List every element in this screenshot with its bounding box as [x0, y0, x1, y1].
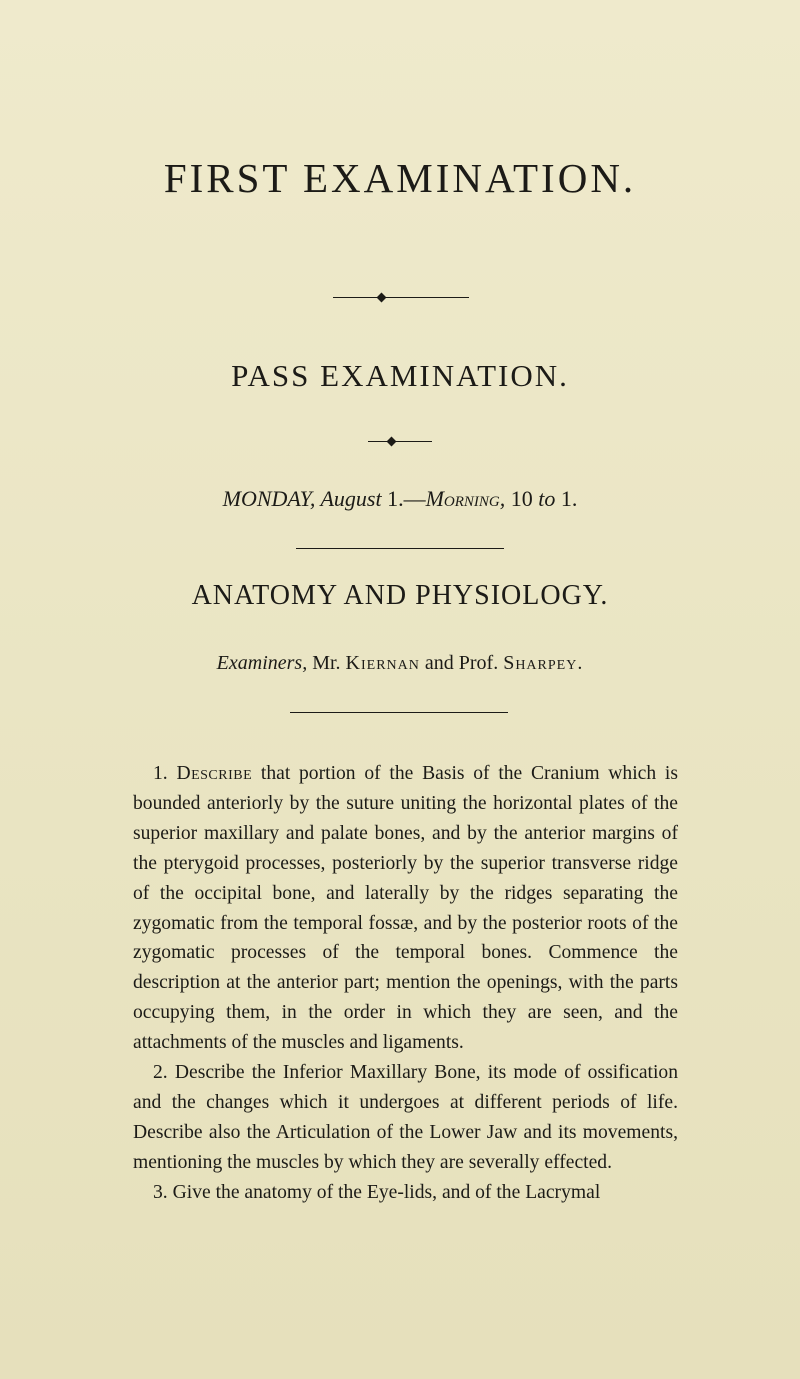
question-item: [133, 1058, 678, 1178]
question-item: [133, 759, 678, 1058]
question-lead: Describe: [176, 763, 253, 784]
horizontal-rule: [296, 548, 504, 549]
session-time-start: 10: [510, 486, 533, 511]
question-number: 1.: [153, 763, 168, 784]
ornament-divider-small: [368, 437, 432, 447]
question-number: 2.: [153, 1062, 168, 1084]
session-time-to: to: [538, 486, 556, 511]
horizontal-rule: [290, 712, 508, 713]
session-date-number: 1.—: [387, 486, 426, 511]
question-text: Describe the Inferior Maxillary Bone, its mode of ossification and the changes which it undergoes at different periods of life. Describe also the Articulation of the Lower Jaw and its movements, mentioning the muscles by which they are severally effected.: [133, 1062, 678, 1173]
examiner-prefix: Mr.: [312, 652, 341, 674]
session-period: Morning,: [425, 486, 506, 511]
examiner-joiner: and Prof.: [424, 652, 499, 674]
session-date: [0, 486, 800, 512]
subject-title: ANATOMY AND PHYSIOLOGY.: [191, 580, 609, 611]
diamond-icon: [377, 293, 387, 303]
examiners-label: Examiners,: [216, 652, 308, 674]
diamond-icon: [387, 437, 397, 447]
ornament-divider: [333, 293, 469, 303]
examiners-line: [0, 652, 800, 675]
main-title: FIRST EXAMINATION.: [163, 155, 637, 201]
ornament-line: [333, 297, 469, 298]
examiner-name-2: Sharpey.: [503, 652, 584, 674]
session-day: MONDAY,: [222, 486, 316, 511]
ornament-line: [368, 441, 432, 442]
question-text: Give the anatomy of the Eye-lids, and of the Lacrymal: [172, 1181, 601, 1203]
session-month: August: [320, 486, 382, 511]
subtitle: PASS EXAMINATION.: [231, 358, 569, 393]
examiner-name-1: Kiernan: [345, 652, 420, 674]
questions-list: [133, 759, 678, 1208]
question-item: [133, 1178, 678, 1208]
question-number: 3.: [153, 1181, 168, 1203]
session-time-end: 1.: [560, 486, 578, 511]
question-text: that portion of the Basis of the Cranium which is bounded anteriorly by the suture uniting the horizontal plates of the superior maxillary and palate bones, and by the anterior margins of the pterygoid processes, posteriorly by the superior transverse ridge of the occipital bone, and laterally by the ridges separating the zygomatic from the temporal fossæ, and by the posterior roots of the zygomatic processes of the temporal bones. Commence the description at the anterior part; mention the openings, with the parts occupying them, in the order in which they are seen, and the attachments of the muscles and ligaments.: [133, 763, 678, 1054]
